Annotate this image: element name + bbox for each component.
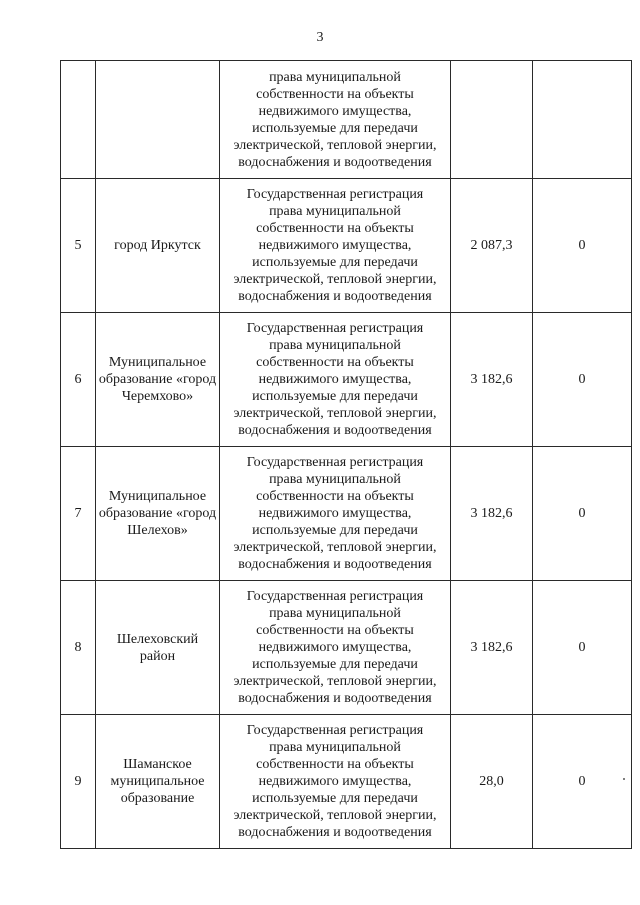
table-row [61, 581, 632, 715]
municipality-name: Муниципальное образование «город Черемхово» [96, 313, 220, 447]
measure-description: Государственная регистрация права муниципальной собственности на объекты недвижимого имущества, используемые для передачи электрической, тепловой энергии, водоснабжения и водоотведения [220, 179, 451, 313]
table-row-continuation [61, 61, 632, 179]
amount-cell: 28,0 [451, 715, 533, 849]
municipality-name: Шаманское муниципальное образование [96, 715, 220, 849]
value-cell: 0 [533, 179, 632, 313]
row-number: 5 [61, 179, 96, 313]
measure-description: Государственная регистрация права муниципальной собственности на объекты недвижимого имущества, используемые для передачи электрической, тепловой энергии, водоснабжения и водоотведения [220, 581, 451, 715]
amount-cell: 3 182,6 [451, 447, 533, 581]
table-row [61, 715, 632, 849]
value-cell: 0 [533, 313, 632, 447]
row-number: 6 [61, 313, 96, 447]
table-row [61, 179, 632, 313]
row-number: 8 [61, 581, 96, 715]
amount-cell [451, 61, 533, 179]
scan-speck [623, 778, 625, 780]
amount-cell: 2 087,3 [451, 179, 533, 313]
table-row [61, 313, 632, 447]
value-cell: 0 [533, 715, 632, 849]
value-cell: 0 [533, 581, 632, 715]
table-row [61, 447, 632, 581]
measure-description: права муниципальной собственности на объекты недвижимого имущества, используемые для передачи электрической, тепловой энергии, водоснабжения и водоотведения [220, 61, 451, 179]
value-cell: 0 [533, 447, 632, 581]
row-number [61, 61, 96, 179]
row-number: 7 [61, 447, 96, 581]
municipality-name: Шелеховский район [96, 581, 220, 715]
municipality-name: город Иркутск [96, 179, 220, 313]
row-number: 9 [61, 715, 96, 849]
measure-description: Государственная регистрация права муниципальной собственности на объекты недвижимого имущества, используемые для передачи электрической, тепловой энергии, водоснабжения и водоотведения [220, 313, 451, 447]
municipality-name: Муниципальное образование «город Шелехов» [96, 447, 220, 581]
municipality-name [96, 61, 220, 179]
allocation-table [60, 60, 632, 849]
amount-cell: 3 182,6 [451, 313, 533, 447]
amount-cell: 3 182,6 [451, 581, 533, 715]
measure-description: Государственная регистрация права муниципальной собственности на объекты недвижимого имущества, используемые для передачи электрической, тепловой энергии, водоснабжения и водоотведения [220, 447, 451, 581]
page-number: 3 [316, 30, 324, 45]
value-cell [533, 61, 632, 179]
measure-description: Государственная регистрация права муниципальной собственности на объекты недвижимого имущества, используемые для передачи электрической, тепловой энергии, водоснабжения и водоотведения [220, 715, 451, 849]
